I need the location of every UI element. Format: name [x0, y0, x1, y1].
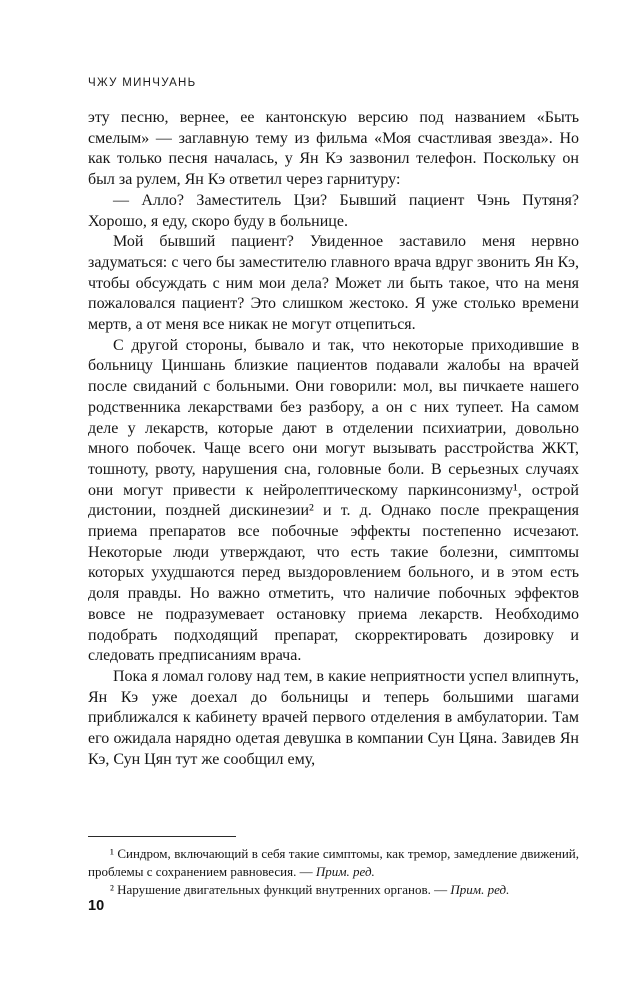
body-text — [88, 108, 579, 771]
running-header: ЧЖУ МИНЧУАНЬ — [88, 77, 197, 89]
footnote-1 — [88, 845, 579, 881]
footnote-1-text: ¹ Синдром, включающий в себя такие симптомы, как тремор, замедление движений, проблемы с сохранением равновесия. — — [88, 846, 579, 879]
footnote-2 — [88, 881, 579, 899]
paragraph: Мой бывший пациент? Увиденное заставило меня нервно задуматься: с чего бы заместителю главного врача вдруг звонить Ян Кэ, чтобы обсуждать с ним мои дела? Может ли быть такое, что на меня пожаловался пациент? Это слишком жестоко. Я уже столько времени мертв, а от меня все никак не могут отцепиться. — [88, 233, 579, 334]
paragraph: Пока я ломал голову над тем, в какие неприятности успел влипнуть, Ян Кэ уже доехал до больницы и теперь большими шагами приближался к кабинету врачей первого отделения в амбулатории. Там его ожидала нарядно одетая девушка в компании Сун Цяна. Завидев Ян Кэ, Сун Цян тут же сообщил ему, — [88, 667, 579, 768]
footnote-2-source: Прим. ред. — [450, 882, 510, 897]
paragraph: эту песню, вернее, ее кантонскую версию под названием «Быть смелым» — заглавную тему из фильма «Моя счастливая звезда». Но как только песня началась, у Ян Кэ зазвонил телефон. Поскольку он был за рулем, Ян Кэ ответил через гарнитуру: — [88, 109, 579, 189]
footnote-separator — [88, 836, 236, 837]
footnote-area — [88, 836, 579, 899]
page-number: 10 — [88, 898, 105, 914]
footnote-1-source: Прим. ред. — [315, 864, 375, 879]
paragraph: С другой стороны, бывало и так, что некоторые приходившие в больницу Циншань близкие пациентов подавали жалобы на врачей после свиданий с больными. Они говорили: мол, вы пичкаете нашего родственника лекарствами без разбору, а он с них тупеет. На самом деле у лекарств, которые дают в отделении психиатрии, довольно много побочек. Чаще всего они могут вызывать расстройства ЖКТ, тошноту, рвоту, нарушения сна, головные боли. В серьезных случаях они могут привести к нейролептическому паркинсонизму¹, острой дистонии, поздней дискинезии² и т. д. Однако после прекращения приема препаратов все побочные эффекты постепенно исчезают. Некоторые люди утверждают, что есть такие болезни, симптомы которых ухудшаются перед выздоровлением больного, и в этом есть доля правды. Но важно отметить, что наличие побочных эффектов вовсе не подразумевает остановку приема лекарств. Необходимо подобрать подходящий препарат, скорректировать дозировку и следовать предписаниям врача. — [88, 336, 579, 665]
paragraph-dialogue: — Алло? Заместитель Цзи? Бывший пациент Чэнь Путяня? Хорошо, я еду, скоро буду в больнице. — [88, 191, 579, 230]
footnote-2-text: ² Нарушение двигательных функций внутренних органов. — — [110, 882, 451, 897]
